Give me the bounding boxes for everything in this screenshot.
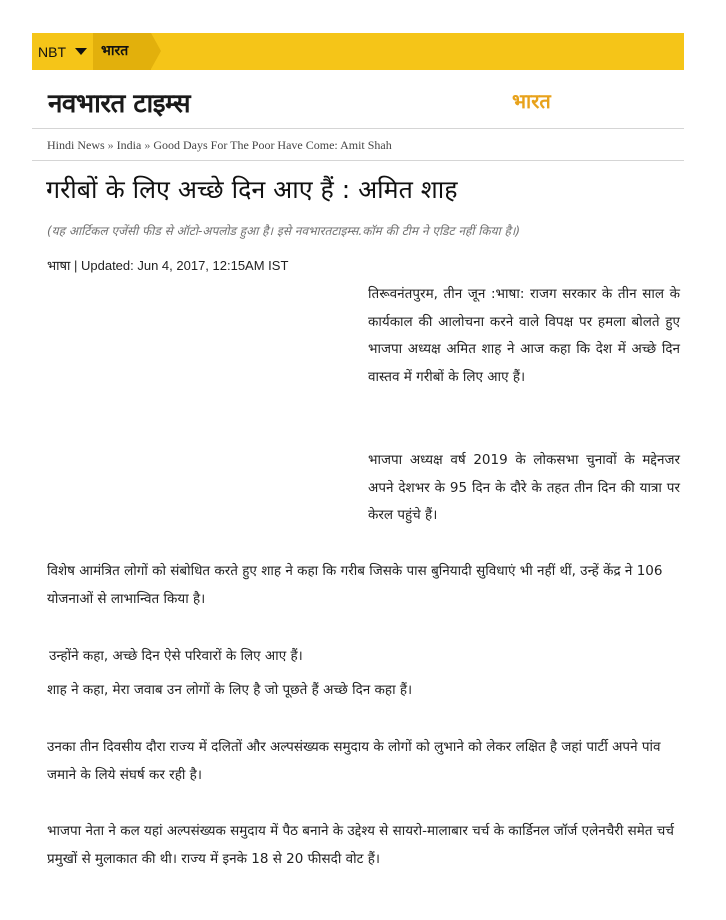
agency-feed-disclaimer: (यह आर्टिकल एजेंसी फीड से ऑटो-अपलोड हुआ है। इसे नवभारतटाइम्स.कॉम की टीम ने एडिट नहीं किया है।) bbox=[47, 224, 521, 238]
breadcrumb-current: Good Days For The Poor Have Come: Amit Shah bbox=[153, 138, 392, 152]
article-paragraph: उनका तीन दिवसीय दौरा राज्य में दलितों और अल्पसंख्यक समुदाय के लोगों को लुभाने को लेकर लक्षित है जहां पार्टी अपने पांव जमाने के लिये संघर्ष कर रही है। bbox=[47, 739, 661, 783]
article-paragraph: शाह ने कहा, मेरा जवाब उन लोगों के लिए है जो पूछते हैं अच्छे दिन कहा हैं। bbox=[47, 682, 413, 698]
section-tab-bharat[interactable] bbox=[93, 33, 151, 70]
caret-down-icon[interactable] bbox=[75, 48, 87, 55]
article-paragraph: भाजपा नेता ने कल यहां अल्पसंख्यक समुदाय में पैठ बनाने के उद्देश्य से सायरो-मालाबार चर्च के कार्डिनल जॉर्ज एलेनचैरी समेत चर्च प्रमुखों से मुलाकात की थी। राज्य में इनके 18 से 20 फीसदी वोट हैं। bbox=[47, 823, 674, 867]
article-paragraph: भाजपा अध्यक्ष वर्ष 2019 के लोकसभा चुनावों के मद्देनजर अपने देशभर के 95 दिन के दौरे के तहत तीन दिन की यात्रा पर केरल पहुंचे हैं। bbox=[368, 452, 680, 523]
article-paragraph: तिरूवनंतपुरम, तीन जून :भाषा: राजग सरकार के तीन साल के कार्यकाल की आलोचना करने वाले विपक्ष पर हमला बोलते हुए भाजपा अध्यक्ष अमित शाह ने आज कहा कि देश में अच्छे दिन वास्तव में गरीबों के लिए आए हैं। bbox=[368, 286, 680, 385]
breadcrumb-hindi-news-link[interactable]: Hindi News bbox=[47, 138, 105, 152]
header-divider bbox=[32, 128, 684, 129]
breadcrumb-india-link[interactable]: India bbox=[116, 138, 142, 152]
article-headline: गरीबों के लिए अच्छे दिन आए हैं : अमित शाह bbox=[46, 175, 458, 204]
nbt-menu-label[interactable]: NBT bbox=[38, 44, 66, 60]
article-paragraph: उन्होंने कहा, अच्छे दिन ऐसे परिवारों के लिए आए हैं। bbox=[49, 648, 303, 664]
article-byline: भाषा | Updated: Jun 4, 2017, 12:15AM IST bbox=[47, 258, 289, 273]
breadcrumb bbox=[47, 138, 392, 153]
breadcrumb-separator: » bbox=[107, 138, 114, 152]
top-navigation-bar bbox=[32, 33, 684, 70]
section-tab-label: भारत bbox=[101, 43, 129, 59]
section-title[interactable]: भारत bbox=[512, 89, 551, 113]
breadcrumb-separator: » bbox=[144, 138, 151, 152]
breadcrumb-divider bbox=[32, 160, 684, 161]
site-logo[interactable]: नवभारत टाइम्स bbox=[48, 89, 191, 119]
article-paragraph: विशेष आमंत्रित लोगों को संबोधित करते हुए शाह ने कहा कि गरीब जिसके पास बुनियादी सुविधाएं भी नहीं थीं, उन्हें केंद्र ने 106 योजनाओं से लाभान्वित किया है। bbox=[47, 563, 663, 607]
